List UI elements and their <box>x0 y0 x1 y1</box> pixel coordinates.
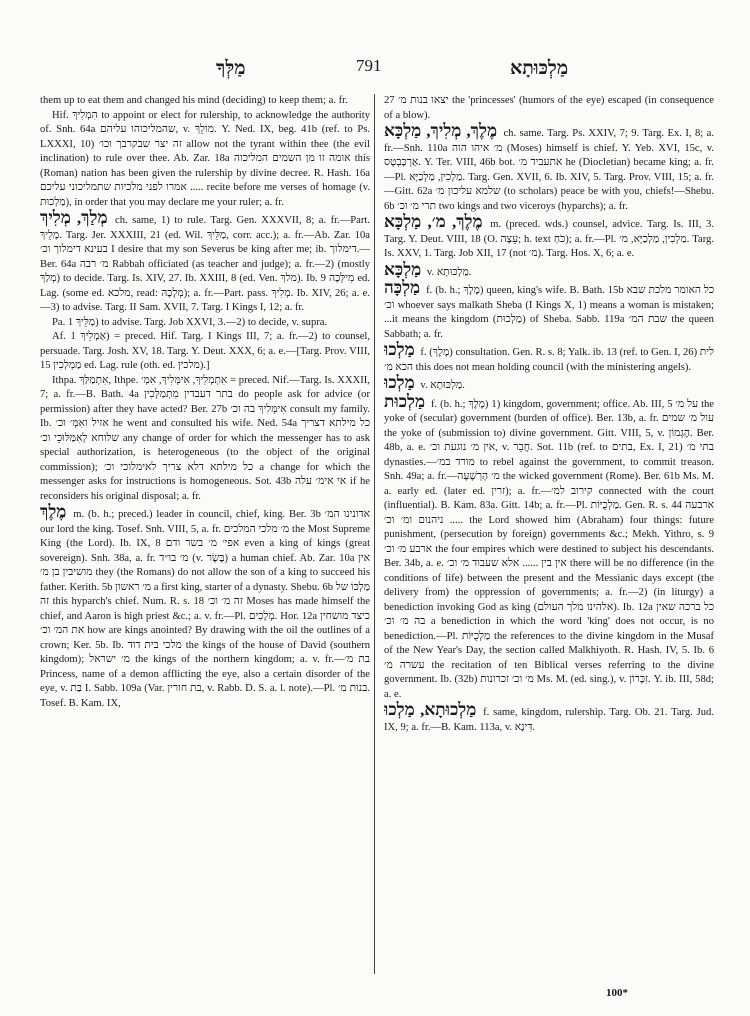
entry-headword: מַלְכוּ <box>384 340 415 359</box>
dictionary-entry <box>384 373 714 394</box>
entry-paragraph <box>40 109 370 211</box>
entry-text: 27 יצאו בנות מ׳ the 'princesses' (humors of the eye) escaped (in consequence of a blow). <box>384 95 714 121</box>
dictionary-entry <box>384 700 714 735</box>
running-head-right: מַלְכּוּתָא <box>510 58 569 79</box>
entry-headword: מַלְכָּה <box>384 278 421 297</box>
entry-text: v. מַלְכּוּתָא. <box>426 266 472 278</box>
dictionary-entry <box>384 340 714 375</box>
dictionary-entry <box>40 208 370 316</box>
entry-text: f. (מֶלֶךְ) consultation. Gen. R. s. 8; Yalk. ib. 13 (ref. to Gen. I, 26) לית הכא מ׳ this does not mean holding council (with the ministering angels). <box>384 347 714 373</box>
entry-text: Pa. מַלֵּיךְ 1) to advise. Targ. Job XXVI, 3.—2) to decide, v. supra. <box>52 316 328 328</box>
page-header <box>0 56 750 80</box>
entry-text: f. same, kingdom, rulership. Targ. Ob. 21. Targ. Jud. IX, 9; a. fr.—B. Kam. 113a, v. דִּינָא. <box>384 707 714 733</box>
entry-paragraph <box>384 94 714 123</box>
entry-headword: מֶלֶךְ <box>40 502 67 521</box>
entry-text: ch. same. Targ. Ps. XXIV, 7; 9. Targ. Ex. I, 8; a. fr.—Snh. 110a מ׳ איהו הוה (Moses) himself is chief. Y. Yeb. XVI, 15c, v. אַרְכָּבְטָס. Y. Ter. VIII, 46b bot. אתעביד מ׳ he (Diocletian) became king; a. fr.—Pl. מַלְכִין, מַלְכַיָּא. Targ. Gen. XVII, 6. Ib. XIV, 5. Targ. Prov. VIII, 15; a. fr.—Gitt. 62a שלמא עליכון מ׳ (to scholars) peace be with you, chiefs!—Shebu. 6b תרי מ׳ וכ׳ two kings and two viceroys (hyparchs); a. fr. <box>384 128 714 212</box>
entry-headword: מְלַךְ, מְלִיךְ <box>40 208 108 227</box>
left-column <box>40 94 370 984</box>
entry-text: Hif. הִמְלִיךְ to appoint or elect for rulership, to acknowledge the authority of. Snh. 64a שהמליכוהו עליהם, v. מוֹלֵךְ. Y. Ned. IX, beg. 41b (ref. to Ps. LXXXI, 10) זה יצר שבקרבך וכו׳ allow not the tyrant within thee (the evil inclination) to rule over thee. Ab. Zar. 18a אומה זו מן השמים המליכוה this (Roman) nation has been given the rulership by divine decree. R. Hash. 16a אמרו לפני מלכיות שתמליכוני עליכם ..... recite before me verses of homage (v. מַלְכוּת), in order that you may declare me your ruler; a. fr. <box>40 109 370 208</box>
column-divider <box>374 94 375 974</box>
entry-paragraph <box>40 316 370 331</box>
entry-headword: מַלְכוּת <box>384 391 426 411</box>
entry-headword: מַלְכוּתָא, מַלְכוּ <box>384 700 477 719</box>
dictionary-entry <box>384 278 714 342</box>
signature-mark: 100* <box>606 987 628 999</box>
entry-headword: מַלְכָּא <box>384 259 422 279</box>
entry-text: f. (b. h.; מֶלֶךְ) 1) kingdom, government; office. Ab. III, 5 על מ׳ the yoke of (secular) government (burden of office). Ber. 13b, a. fr. עול מ׳ שמים the yoke of (submission to) divine government. Gitt. VIII, 5, v. הֶגְמוֹן. Ber. 48b, a. e. אין מ׳ נוגעת וכ׳, v. חֲבֵר. Sot. 11b (ref. to בתים, Ex. I, 21) בתי מ׳ dynasties.—מורד במ׳ to rebel against the government, to commit treason. Snh. 49a; a. fr.—מ׳ הָרְשָׁעָה the wicked government (Rome). Ber. 61b Ms. M. a. early ed. (later ed. זרין); a. fr.—קירוב למ׳ connected with the court (influential). B. Kam. 83a. Gitt. 14b; a. fr.—Pl. מַלְכֻיּוֹת. Gen. R. s. 44 ארבעה ..... ניהנום ומ׳ וכ׳ the Lord showed him (Abraham) four things: future punishment, (persecution by foreign) governments &c.; Mekh. Yithro, s. 9 ארבע מ׳ וכ׳ the four empires which were destined to subject his descendants. Ber. 34b, a. e. אין בין ...... אלא שעבוד מ׳ וכ׳ there will be no difference (in the conditions of life) between the present and the Messianic days except (the delivery from) the oppression of governments; a. fr.—2) (in liturgy) a benediction invoking God as king (אלהינו מלך העולם). Ib. 12a כל ברכה שאין בה מ׳ וכ׳ a benediction in which the word 'king' does not occur, is no benediction.—Pl. מַלְכֻיּוֹת the references to the divine kingdom in the Musaf of the New Year's Day, the section called Malkhiyoth. R. Hash. IV, 5. Ib. 6 עשרה מ׳ the recitation of ten Biblical verses referring to the divine government. Ib. (32b) מ׳ וכ׳ זכרונות Ms. M. (ed. sing.), v. זִכָּרוֹן. Y. ib. III, 58d; a. e. <box>384 398 714 700</box>
dictionary-entry <box>384 259 714 281</box>
dictionary-entry <box>384 391 714 703</box>
running-head-left: מַלְּךָ <box>216 58 246 79</box>
entry-headword: מַלְכוּ <box>384 373 415 392</box>
entry-text: v. מַלְכּוּתָא. <box>420 380 465 391</box>
entry-text: them up to eat them and changed his mind (deciding) to keep them; a. fr. <box>40 95 348 106</box>
dictionary-entry <box>384 212 714 262</box>
dictionary-entry <box>384 121 714 214</box>
page-number: 791 <box>356 56 382 75</box>
right-column <box>384 94 714 984</box>
entry-headword: מֶלֶךְ, מְלִיךְ, מַלְכָּא <box>384 121 498 140</box>
dictionary-entry <box>40 502 370 711</box>
entry-text: Af. אַמְלֵיךְ 1) = preced. Hif. Targ. I Kings III, 7; a. fr.—2) to counsel, persuade. Targ. Josh. XV, 18. Targ. Y. Deut. XXX, 6; a. e.—[Targ. Prov. VIII, 15 מַמְלְכִין ed. Lag. rule (oth. ed. מלכין).] <box>40 331 370 371</box>
entry-text: m. (preced. wds.) counsel, advice. Targ. Is. III, 3. Targ. Y. Deut. VIII, 18 (O. עֵצָה; h. text כֹּחַ); a. fr.—Pl. מַלְכִין, מַלְכַיָּא, מ׳. Targ. Is. XXV, 1. Targ. Job XII, 17 (not מ׳). Targ. Hos. X, 6; a. e. <box>384 219 714 259</box>
entry-paragraph <box>40 374 370 505</box>
entry-text: ch. same, 1) to rule. Targ. Gen. XXXVII, 8; a. fr.—Part. מָלֵיךְ. Targ. Jer. XXXIII, 21 (ed. Wil. מַלֵּיךְ, corr. acc.); a. fr.—Ab. Zar. 10a בעינא דימלוך וכ׳ I desire that my son Severus be king after me; ib. דימלוך.—Ber. 64a מ׳ רבה Rabbah officiated (as teacher and judge); a. fr.—2) (mostly מְלַךְ) to decide. Targ. Is. XIV, 27. Ib. XXIII, 8 (ed. Ven. מלךְ). Ib. 9 מִילְּכָה ed. Lag. (some ed. מלכא, read: מְלָכָהּ); a. fr.—Part. pass. מְלִיךְ. Ib. XIV, 26; a. e.—3) to advise. Targ. II Sam. XVII, 7. Targ. I Kings I, 12; a. fr. <box>40 215 370 313</box>
entry-text: m. (b. h.; preced.) leader in council, chief, king. Ber. 3b אדונינו המ׳ our lord the king. Tosef. Snh. VIII, 5, a. fr. מ׳ מלכי המלכים the Most Supreme King (the Lord). Ib. IX, 8 אפי׳ מ׳ בשר ודם even a king of kings (great sovereign). Snh. 38a, a. fr. מ׳ בו״ד (v. בָּשָׂר) a human chief. Ab. Zar. 10a אין מושיבין בן מ׳ they (the Romans) do not allow the son of a king to succeed his father. Kerith. 5b מ׳ ראשון a first king, starter of a dynasty. Shebu. 6b מַלְכּוֹ של זה this hyparch's chief. Num. R. s. 18 זה מ׳ וכ׳ Moses has made himself the chief, and Aaron is high priest &c.; a. v. fr.—Pl. מְלָכִים. Hor. 12a כיצד מושחין את המ׳ וכ׳ how are kings anointed? By drawing with the oil the outlines of a crown; Ker. 5b. Ib. מלכי בית דוד the kings of the house of David (southern kingdom); מ׳ ישראל the kings of the northern kingdom; a. v. fr.—בת מ׳ Princess, name of a demon afflicting the eye, also a certain disorder of the eye, v. בַּת I. Sabb. 109a (Var. בת חורין, v. Rabb. D. S. a. l. note).—Pl. בנות מ׳. Tosef. B. Kam. IX, <box>40 509 370 709</box>
entry-headword: מֶלֶךְ, מ׳, מַלְכָּא <box>384 212 483 231</box>
entry-text: f. (b. h.; מֶלֶךְ) queen, king's wife. B. Bath. 15b כל האומר מלכת שבא וכ׳ whoever says malkath Sheba (I Kings X, 1) means a woman is mistaken; ...it means the kingdom (מַלְכוּת) of Sheba. Sabb. 119a שבת המ׳ the queen Sabbath; a. fr. <box>384 285 714 340</box>
entry-paragraph <box>40 330 370 374</box>
entry-paragraph <box>40 94 370 109</box>
entry-text: Ithpa. אִתְמַלַּךְ, Ithpe. אִתְמְלִיךְ, אִימְּלִיךְ, אִמְּ׳ = preced. Nif.—Targ. Is. XXXII, 7; a. fr.—B. Bath. 4a בתר דעבדין מִתְמַלְּכִין do people ask for advice (or permission) after they have acted? Ber. 27b אִימְּלִיךְ בה וכ׳ consult my family. Ib. אזיל ואִמְּ׳ וכ׳ he went and consulted his wife. Ned. 54a כל מילתא דצריך שלוחא לְאִמַּלּוּכֵי וכ׳ any change of order for which the messenger has to ask special authorization, is heterogeneous (to the object of the original commission); כל מילתא דלא צריך לאימלוכי וכ׳ a change for which the messenger asks for instructions is homogeneous. Sot. 43b אי אימ׳ עלה if he reconsiders his original disposal; a. fr. <box>40 374 370 502</box>
